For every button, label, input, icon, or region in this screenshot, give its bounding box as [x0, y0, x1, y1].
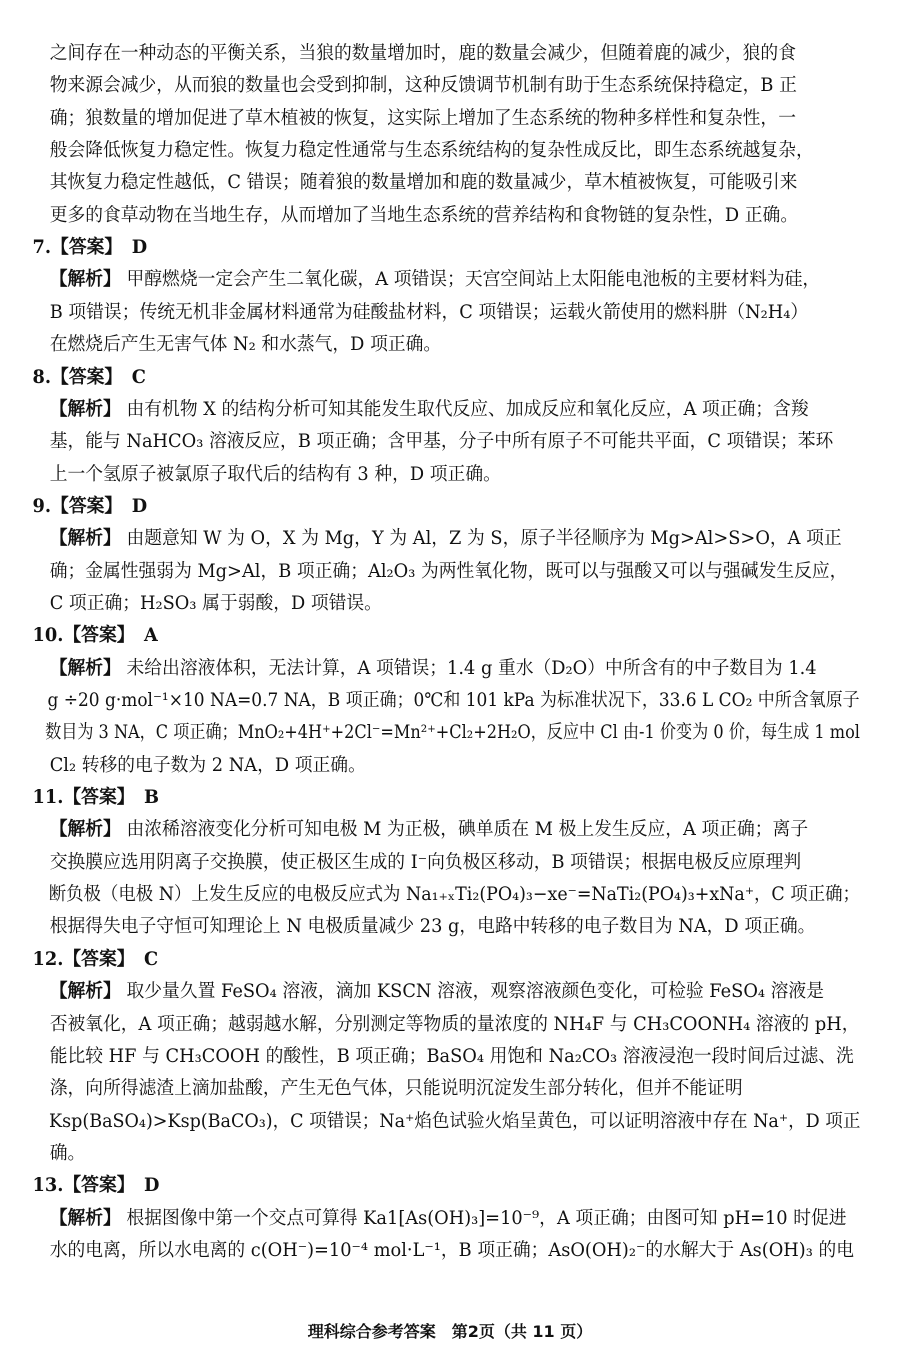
explanation-text: 由浓稀溶液变化分析可知电极 M 为正极，碘单质在 M 极上发生反应，A 项正确；离子 [126, 819, 809, 841]
explanation-label: 【解析】 [49, 269, 121, 291]
explanation-line [0, 394, 860, 426]
answer-heading [0, 782, 860, 814]
text-line: 更多的食草动物在当地生存，从而增加了当地生态系统的营养结构和食物链的复杂性，D 正确。 [49, 204, 799, 226]
question-number: 13. [32, 1175, 64, 1197]
text-line: 基，能与 NaHCO₃ 溶液反应，B 项正确；含甲基，分子中所有原子不可能共平面，C 项错误；苯环 [49, 431, 834, 453]
text-line: 否被氧化，A 项正确；越弱越水解，分别测定等物质的量浓度的 NH₄F 与 CH₃COONH₄ 溶液的 pH， [49, 1013, 860, 1035]
text-line: C 项正确；H₂SO₃ 属于弱酸，D 项错误。 [49, 592, 382, 614]
answer-label: 【答案】 [51, 495, 123, 517]
explanation-text: 未给出溶液体积，无法计算，A 项错误；1.4 g 重水（D₂O）中所含有的中子数目为 1.4 [126, 657, 817, 679]
answer-label: 【答案】 [51, 366, 123, 388]
explanation-line [0, 653, 860, 685]
text-line: 般会降低恢复力稳定性。恢复力稳定性通常与生态系统结构的复杂性成反比，即生态系统越复杂， [49, 140, 814, 162]
explanation-label: 【解析】 [49, 528, 121, 550]
answer-heading [0, 1170, 860, 1202]
question-number: 8. [32, 366, 52, 388]
answer-heading [0, 362, 860, 394]
explanation-label: 【解析】 [49, 1207, 121, 1229]
explanation-line [0, 814, 860, 846]
explanation-line [0, 264, 860, 296]
answer-heading [0, 944, 860, 976]
explanation-line [0, 1203, 860, 1235]
text-line: 确；狼数量的增加促进了草木植被的恢复，这实际上增加了生态系统的物种多样性和复杂性，一 [49, 107, 796, 129]
text-line: 断负极（电极 N）上发生反应的电极反应式为 Na₁₊ₓTi₂(PO₄)₃−xe⁻=NaTi₂(PO₄)₃+xNa⁺，C 项正确； [48, 884, 860, 906]
text-line: 根据得失电子守恒可知理论上 N 电极质量减少 23 g，电路中转移的电子数目为 NA，D 项正确。 [49, 916, 816, 938]
answer-heading [0, 232, 860, 264]
answer-value: C [131, 366, 146, 388]
text-line: Cl₂ 转移的电子数为 2 NA，D 项正确。 [49, 754, 366, 776]
question-number: 11. [32, 787, 64, 809]
page-footer: 理科综合参考答案 第2页（共 11 页） [307, 1322, 593, 1341]
answer-value: B [144, 787, 160, 809]
answer-value: C [144, 948, 159, 970]
text-line: 其恢复力稳定性越低，C 错误；随着狼的数量增加和鹿的数量减少，草木植被恢复，可能吸引来 [49, 172, 798, 194]
text-line: Ksp(BaSO₄)>Ksp(BaCO₃)，C 项错误；Na⁺焰色试验火焰呈黄色，可以证明溶液中存在 Na⁺，D 项正 [49, 1110, 861, 1132]
answer-label: 【答案】 [51, 237, 123, 259]
answer-heading [0, 620, 860, 652]
answer-heading [0, 491, 860, 523]
text-line: 上一个氢原子被氯原子取代后的结构有 3 种，D 项正确。 [49, 463, 501, 485]
text-line: 在燃烧后产生无害气体 N₂ 和水蒸气，D 项正确。 [49, 334, 442, 356]
text-line: B 项错误；传统无机非金属材料通常为硅酸盐材料，C 项错误；运载火箭使用的燃料肼（N₂H₄） [49, 301, 809, 323]
question-number: 7. [32, 237, 52, 259]
question-number: 9. [32, 495, 52, 517]
explanation-line [0, 523, 860, 555]
text-line: 能比较 HF 与 CH₃COOH 的酸性，B 项正确；BaSO₄ 用饱和 Na₂CO₃ 溶液浸泡一段时间后过滤、洗 [49, 1045, 854, 1067]
explanation-label: 【解析】 [49, 819, 121, 841]
text-line: 物来源会减少，从而狼的数量也会受到抑制，这种反馈调节机制有助于生态系统保持稳定，B 正 [49, 75, 797, 97]
answer-label: 【答案】 [63, 625, 135, 647]
question-number: 10. [32, 625, 64, 647]
question-number: 12. [32, 948, 64, 970]
answer-value: D [144, 1175, 160, 1197]
text-line: 数目为 3 NA，C 项正确；MnO₂+4H⁺+2Cl⁻=Mn²⁺+Cl₂+2H₂O，反应中 Cl 由-1 价变为 0 价，每生成 1 mol [45, 722, 860, 744]
answer-label: 【答案】 [63, 1175, 135, 1197]
explanation-line [0, 976, 860, 1008]
explanation-text: 由有机物 X 的结构分析可知其能发生取代反应、加成反应和氧化反应，A 项正确；含羧 [126, 398, 809, 420]
text-line: 涤，向所得滤渣上滴加盐酸，产生无色气体，只能说明沉淀发生部分转化，但并不能证明 [49, 1078, 743, 1100]
text-line: 水的电离，所以水电离的 c(OH⁻)=10⁻⁴ mol·L⁻¹，B 项正确；AsO(OH)₂⁻的水解大于 As(OH)₃ 的电 [49, 1239, 855, 1261]
explanation-text: 取少量久置 FeSO₄ 溶液，滴加 KSCN 溶液，观察溶液颜色变化，可检验 FeSO₄ 溶液是 [126, 981, 824, 1003]
text-line: 交换膜应选用阴离子交换膜，使正极区生成的 I⁻向负极区移动，B 项错误；根据电极反应原理判 [49, 851, 802, 873]
answer-label: 【答案】 [63, 948, 135, 970]
explanation-label: 【解析】 [49, 981, 121, 1003]
text-line: g ÷20 g·mol⁻¹×10 NA=0.7 NA，B 项正确；0℃和 101 kPa 为标准状况下，33.6 L CO₂ 中所含氧原子 [47, 690, 860, 711]
explanation-label: 【解析】 [49, 657, 121, 679]
text-line: 确。 [49, 1142, 86, 1164]
explanation-text: 根据图像中第一个交点可算得 Ka1[As(OH)₃]=10⁻⁹，A 项正确；由图可知 pH=10 时促进 [126, 1207, 847, 1229]
answer-value: D [131, 237, 148, 259]
answer-value: D [131, 495, 148, 517]
explanation-text: 甲醇燃烧一定会产生二氧化碳，A 项错误；天宫空间站上太阳能电池板的主要材料为硅， [126, 269, 821, 291]
answer-label: 【答案】 [63, 787, 135, 809]
text-line: 确；金属性强弱为 Mg>Al，B 项正确；Al₂O₃ 为两性氧化物，既可以与强酸又可以与强碱发生反应， [49, 560, 848, 582]
text-line: 之间存在一种动态的平衡关系，当狼的数量增加时，鹿的数量会减少，但随着鹿的减少，狼的食 [49, 43, 796, 64]
explanation-text: 由题意知 W 为 O，X 为 Mg，Y 为 Al，Z 为 S，原子半径顺序为 Mg>Al>S>O，A 项正 [126, 528, 842, 550]
answer-value: A [144, 625, 158, 647]
explanation-label: 【解析】 [49, 398, 121, 420]
